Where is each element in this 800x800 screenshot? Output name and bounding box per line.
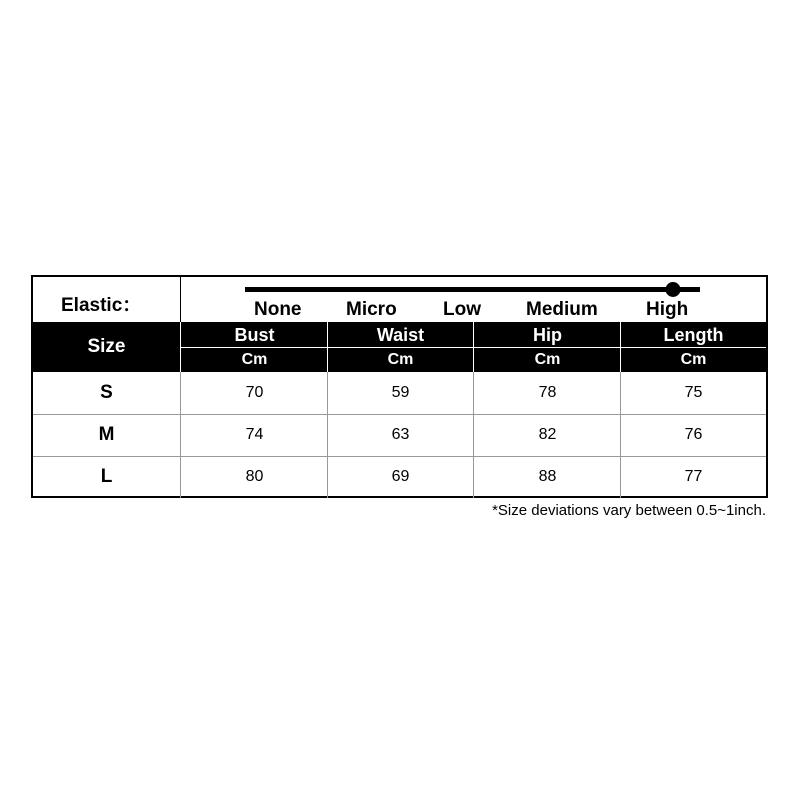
elastic-scale-marker <box>665 282 680 297</box>
column-unit: Cm <box>680 351 707 368</box>
hip-cell: 82 <box>538 426 557 443</box>
size-chart <box>31 275 768 498</box>
table-row-s <box>33 372 766 414</box>
bust-cell: 74 <box>245 426 264 443</box>
size-cell: L <box>100 466 113 487</box>
column-unit: Cm <box>534 351 561 368</box>
elastic-level-medium: Medium <box>526 299 598 320</box>
column-unit: Cm <box>241 351 268 368</box>
bust-cell: 70 <box>245 384 264 401</box>
column-header-length <box>620 322 767 372</box>
bust-cell: 80 <box>245 468 264 485</box>
length-cell: 75 <box>684 384 703 401</box>
size-deviation-note: *Size deviations vary between 0.5~1inch. <box>492 502 766 519</box>
waist-cell: 69 <box>391 468 410 485</box>
elastic-level-micro: Micro <box>346 299 397 320</box>
column-header-hip <box>474 322 621 372</box>
length-cell: 76 <box>684 426 703 443</box>
table-header <box>33 322 766 372</box>
hip-cell: 78 <box>538 384 557 401</box>
size-cell: M <box>98 424 115 445</box>
column-name: Length <box>663 325 724 345</box>
table-row-m <box>33 414 766 456</box>
column-name: Hip <box>533 325 562 345</box>
column-name: Waist <box>376 325 425 345</box>
waist-cell: 59 <box>391 384 410 401</box>
size-cell: S <box>100 382 113 403</box>
elastic-level-high: High <box>646 299 689 320</box>
elastic-label: Elastic： <box>61 295 142 316</box>
column-unit: Cm <box>387 351 414 368</box>
elastic-row <box>33 277 766 322</box>
column-name: Bust <box>234 325 275 345</box>
divider <box>180 277 181 322</box>
column-header-bust <box>181 322 328 372</box>
table-row-l <box>33 456 766 498</box>
column-header-waist <box>327 322 474 372</box>
elastic-level-none: None <box>254 299 302 320</box>
length-cell: 77 <box>684 468 703 485</box>
elastic-level-low: Low <box>443 299 481 320</box>
hip-cell: 88 <box>538 468 557 485</box>
elastic-scale-track <box>245 287 700 292</box>
size-column-header: Size <box>87 336 126 357</box>
waist-cell: 63 <box>391 426 410 443</box>
